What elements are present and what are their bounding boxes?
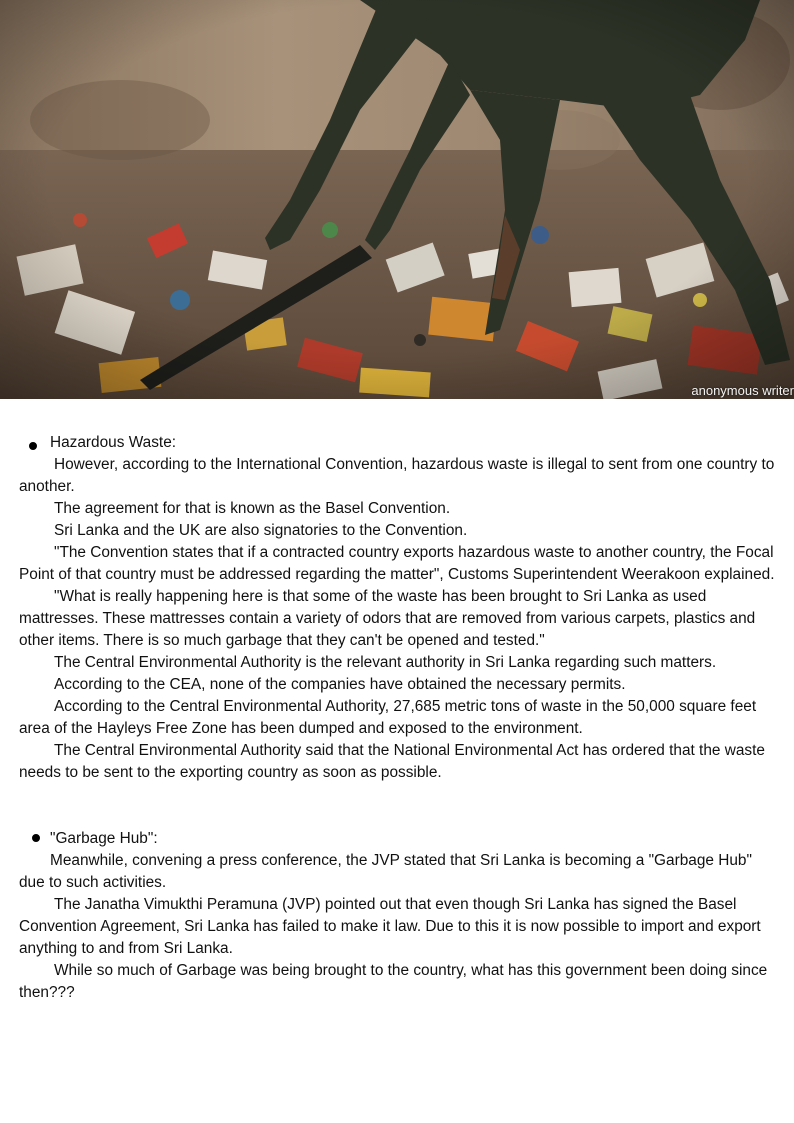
section-title: "Garbage Hub": — [50, 830, 158, 847]
paragraph: While so much of Garbage was being brought to the country, what has this government been doing since then??? — [19, 962, 768, 1001]
bullet-icon — [32, 834, 40, 842]
bullet-icon — [29, 442, 37, 450]
paragraph: The Central Environmental Authority is the relevant authority in Sri Lanka regarding such matters. — [54, 654, 717, 671]
paragraph: "What is really happening here is that some of the waste has been brought to Sri Lanka as used mattresses. These mattresses contain a variety of odors that are removed from various carpets, plastics and other items. There is so much garbage that they can't be opened and tested." — [19, 588, 756, 649]
section-title: Hazardous Waste: — [50, 434, 177, 451]
paragraph: The agreement for that is known as the Basel Convention. — [54, 500, 451, 517]
paragraph: The Central Environmental Authority said that the National Environmental Act has ordered that the waste needs to be sent to the exporting country as soon as possible. — [19, 742, 765, 781]
paragraph: Sri Lanka and the UK are also signatories to the Convention. — [54, 522, 468, 539]
photo-credit: anonymous writer — [691, 383, 794, 398]
section-garbage-hub — [19, 828, 779, 1004]
paragraph: The Janatha Vimukthi Peramuna (JVP) pointed out that even though Sri Lanka has signed the Basel Convention Agreement, Sri Lanka has failed to make it law. Due to this it is now possible to import and export anything to and from Sri Lanka. — [19, 896, 761, 957]
paragraph: Meanwhile, convening a press conference, the JVP stated that Sri Lanka is becoming a "Garbage Hub" due to such activities. — [19, 852, 752, 891]
hero-photo — [0, 0, 794, 399]
paragraph: However, according to the International Convention, hazardous waste is illegal to sent from one country to another. — [19, 456, 775, 495]
article-body — [19, 432, 779, 1004]
section-heading — [19, 828, 779, 850]
paragraph: "The Convention states that if a contracted country exports hazardous waste to another country, the Focal Point of that country must be addressed regarding the matter", Customs Superintendent Weerakoon explained. — [19, 544, 775, 583]
garbage-scene-illustration — [0, 0, 794, 399]
section-hazardous-waste — [19, 432, 779, 784]
paragraph: According to the CEA, none of the companies have obtained the necessary permits. — [54, 676, 626, 693]
paragraph: According to the Central Environmental Authority, 27,685 metric tons of waste in the 50,000 square feet area of the Hayleys Free Zone has been dumped and exposed to the environment. — [19, 698, 757, 737]
section-heading — [19, 432, 779, 454]
